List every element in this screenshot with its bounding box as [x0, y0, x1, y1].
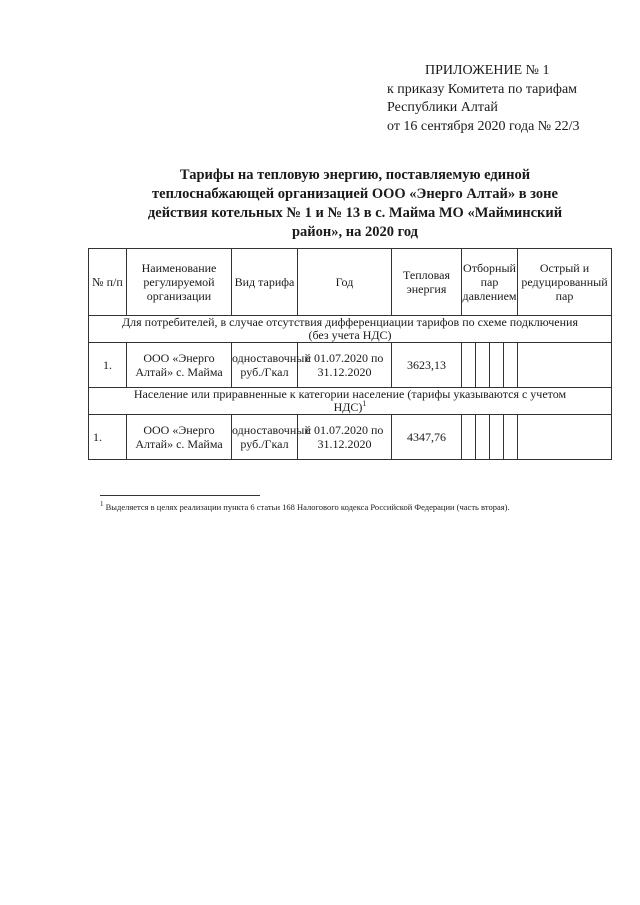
- table-row: [89, 343, 612, 388]
- appendix-line-republic: Республики Алтай: [387, 100, 498, 115]
- row2-steam-a: [462, 415, 476, 460]
- row2-year: с 01.07.2020 по 31.12.2020: [298, 415, 392, 460]
- group-1-line-2: (без учета НДС): [308, 328, 392, 342]
- header-num: № п/п: [89, 249, 127, 316]
- appendix-line-order: к приказу Комитета по тарифам: [387, 81, 578, 97]
- header-tariff-type: Вид тарифа: [232, 249, 298, 316]
- group-2-vat: НДС): [333, 400, 363, 414]
- header-selected-steam: Отборный пар давлением: [462, 249, 518, 316]
- row2-heat: 4347,76: [392, 415, 462, 460]
- document-title: [120, 166, 590, 242]
- header-org: Наименование регулируемой организации: [127, 249, 232, 316]
- row1-year: с 01.07.2020 по 31.12.2020: [298, 343, 392, 388]
- row1-tariff-type: одноставочный руб./Гкал: [232, 343, 298, 388]
- row1-steam-c: [490, 343, 504, 388]
- row1-steam-b: [476, 343, 490, 388]
- footnote-text: Выделяется в целях реализации пункта 6 статьи 168 Налогового кодекса Российской Федерации (часть вторая).: [103, 502, 510, 512]
- header-heat: Тепловая энергия: [392, 249, 462, 316]
- group-label-1: [89, 316, 612, 343]
- footnote-marker: 1: [100, 500, 104, 509]
- row1-sharp-steam: [518, 343, 612, 388]
- title-line-1: Тарифы на тепловую энергию, поставляемую единой: [179, 167, 531, 183]
- row2-steam-b: [476, 415, 490, 460]
- row1-num: 1.: [89, 343, 127, 388]
- row2-num: 1.: [89, 415, 127, 460]
- group-1-line-1: Для потребителей, в случае отсутствия дифференциации тарифов по схеме подключения: [121, 315, 578, 329]
- group-row-2: [89, 388, 612, 415]
- appendix-title: ПРИЛОЖЕНИЕ № 1: [425, 63, 550, 78]
- row2-steam-c: [490, 415, 504, 460]
- row2-sharp-steam: [518, 415, 612, 460]
- group-row-1: [89, 316, 612, 343]
- row2-org: ООО «Энерго Алтай» с. Майма: [127, 415, 232, 460]
- title-line-2: теплоснабжающей организацией ООО «Энерго Алтай» в зоне: [152, 186, 558, 202]
- footnote-divider: [100, 495, 260, 496]
- tariff-table: [88, 248, 612, 460]
- footnote: [100, 502, 600, 513]
- row1-steam-a: [462, 343, 476, 388]
- appendix-line-date: от 16 сентября 2020 года № 22/3: [387, 118, 580, 134]
- header-sharp-steam: Острый и редуцированный пар: [518, 249, 612, 316]
- header-year: Год: [298, 249, 392, 316]
- appendix-block: [387, 62, 627, 136]
- title-line-4: район», на 2020 год: [291, 224, 419, 240]
- group-2-line-2: [89, 401, 611, 414]
- group-label-2: [89, 388, 612, 415]
- group-2-line-1: Население или приравненные к категории население (тарифы указываются с учетом: [133, 387, 567, 401]
- table-row: [89, 415, 612, 460]
- title-line-3: действия котельных № 1 и № 13 в с. Майма МО «Майминский: [147, 205, 563, 221]
- row2-steam-d: [504, 415, 518, 460]
- table-header-row: [89, 249, 612, 316]
- row1-org: ООО «Энерго Алтай» с. Майма: [127, 343, 232, 388]
- row1-heat: 3623,13: [392, 343, 462, 388]
- row1-steam-d: [504, 343, 518, 388]
- row2-tariff-type: одноставочный руб./Гкал: [232, 415, 298, 460]
- footnote-ref: 1: [362, 399, 367, 408]
